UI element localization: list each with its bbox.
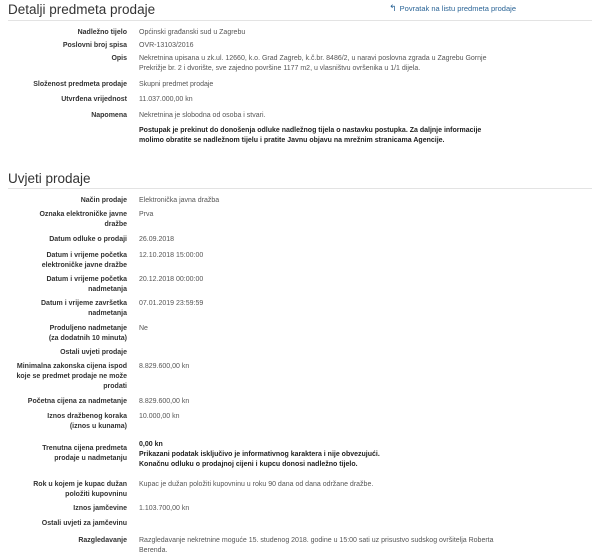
label-line: prodaje u nadmetanju [54, 455, 127, 462]
label-line: nadmetanja [88, 310, 127, 317]
detail-value [139, 111, 539, 146]
trenutna-cijena: 0,00 kn [139, 441, 163, 448]
napomena-bold-2: molimo obratite se nadležnom tijelu i pratite Javnu objavu na mrežnim stranicama Agencije. [139, 137, 445, 144]
trenutna-note-2: Konačnu odluku o prodajnoj cijeni i kupcu donosi nadležno tijelo. [139, 461, 358, 468]
condition-label [0, 251, 127, 271]
label-line: (iznos u kunama) [69, 423, 127, 430]
condition-label: Datum odluke o prodaji [49, 236, 127, 243]
condition-label [0, 362, 127, 392]
detail-label: Opis [111, 55, 127, 62]
condition-value [139, 440, 539, 470]
opis-line-1: Nekretnina upisana u zk.ul. 12660, k.o. Grad Zagreb, k.č.br. 8486/2, u naravi poslovna zgrada u Zagrebu Gornje [139, 55, 487, 62]
condition-label: Ostali uvjeti prodaje [60, 349, 127, 356]
condition-value: 8.829.600,00 kn [139, 398, 190, 405]
condition-value: 8.829.600,00 kn [139, 363, 190, 370]
label-line: prodati [103, 383, 127, 390]
napomena-bold-1: Postupak je prekinut do donošenja odluke nadležnog tijela o nastavku postupka. Za daljnje informacije [139, 127, 482, 134]
label-line: Trenutna cijena predmeta [42, 445, 127, 452]
condition-value: 1.103.700,00 kn [139, 505, 190, 512]
condition-label [0, 275, 127, 295]
condition-label: Ostali uvjeti za jamčevinu [41, 520, 127, 527]
detail-value: Općinski građanski sud u Zagrebu [139, 29, 246, 36]
detail-value: 11.037.000,00 kn [139, 96, 193, 103]
condition-value: 26.09.2018 [139, 236, 175, 243]
condition-label: Iznos jamčevine [73, 505, 127, 512]
condition-label: Način prodaje [80, 197, 127, 204]
napomena-line-1: Nekretnina je slobodna od osoba i stvari. [139, 112, 266, 119]
condition-value: Kupac je dužan položiti kupovninu u roku 90 dana od dana održane dražbe. [139, 481, 374, 488]
label-line: Rok u kojem je kupac dužan [33, 481, 127, 488]
detail-label: Utvrđena vrijednost [61, 96, 127, 103]
razgledavanje-line-2: Berenda. [139, 547, 168, 554]
label-line: Produljeno nadmetanje [49, 325, 127, 332]
label-line: nadmetanja [88, 286, 127, 293]
trenutna-note-1: Prikazani podatak isključivo je informativnog karaktera i nije obvezujući. [139, 451, 380, 458]
detail-label: Napomena [91, 112, 127, 119]
label-line: koje se predmet prodaje ne može [16, 373, 127, 380]
condition-value: 12.10.2018 15:00:00 [139, 252, 204, 259]
condition-value: 10.000,00 kn [139, 413, 180, 420]
condition-label [0, 444, 127, 464]
label-line: položiti kupovninu [65, 491, 127, 498]
condition-label [0, 299, 127, 319]
back-link-label: Povratak na listu predmeta prodaje [399, 4, 516, 13]
condition-value [139, 536, 539, 556]
label-line: elektroničke javne dražbe [41, 262, 127, 269]
label-line: Datum i vrijeme početka [46, 252, 127, 259]
back-arrow-icon: ↰ [389, 3, 397, 13]
conditions-title: Uvjeti prodaje [8, 171, 91, 186]
condition-value: Ne [139, 325, 148, 332]
condition-value: Elektronička javna dražba [139, 197, 220, 204]
razgledavanje-line-1: Razgledavanje nekretnine moguće 15. studenog 2018. godine u 15:00 sati uz prisustvo sudskog ovršitelja Roberta [139, 537, 494, 544]
condition-label [0, 412, 127, 432]
detail-value: Skupni predmet prodaje [139, 81, 214, 88]
detail-value: OVR-13103/2016 [139, 42, 194, 49]
condition-value: 07.01.2019 23:59:59 [139, 300, 204, 307]
label-line: Datum i vrijeme završetka [41, 300, 127, 307]
condition-label: Razgledavanje [78, 537, 127, 544]
detail-label: Poslovni broj spisa [62, 42, 127, 49]
condition-label [0, 480, 127, 500]
condition-value: 20.12.2018 00:00:00 [139, 276, 204, 283]
detail-value [139, 54, 539, 74]
detail-label: Nadležno tijelo [77, 29, 127, 36]
back-to-list-link[interactable] [389, 3, 516, 14]
conditions-divider [8, 188, 592, 189]
detail-label: Složenost predmeta prodaje [33, 81, 127, 88]
condition-label [0, 210, 127, 230]
label-line: Oznaka elektroničke javne [39, 211, 127, 218]
opis-line-2: Prekrižje br. 2 i dvorište, sve zajedno površine 1177 m2, u vlasništvu ovršenika u 1/1 dijela. [139, 65, 421, 72]
label-line: Datum i vrijeme početka [46, 276, 127, 283]
condition-label [0, 324, 127, 344]
label-line: (za dodatnih 10 minuta) [48, 335, 127, 342]
label-line: dražbe [104, 221, 127, 228]
label-line: Iznos dražbenog koraka [47, 413, 127, 420]
label-line: Minimalna zakonska cijena ispod [16, 363, 127, 370]
page-title: Detalji predmeta prodaje [8, 2, 156, 17]
condition-label: Početna cijena za nadmetanje [27, 398, 127, 405]
condition-value: Prva [139, 211, 154, 218]
title-divider [8, 20, 592, 21]
